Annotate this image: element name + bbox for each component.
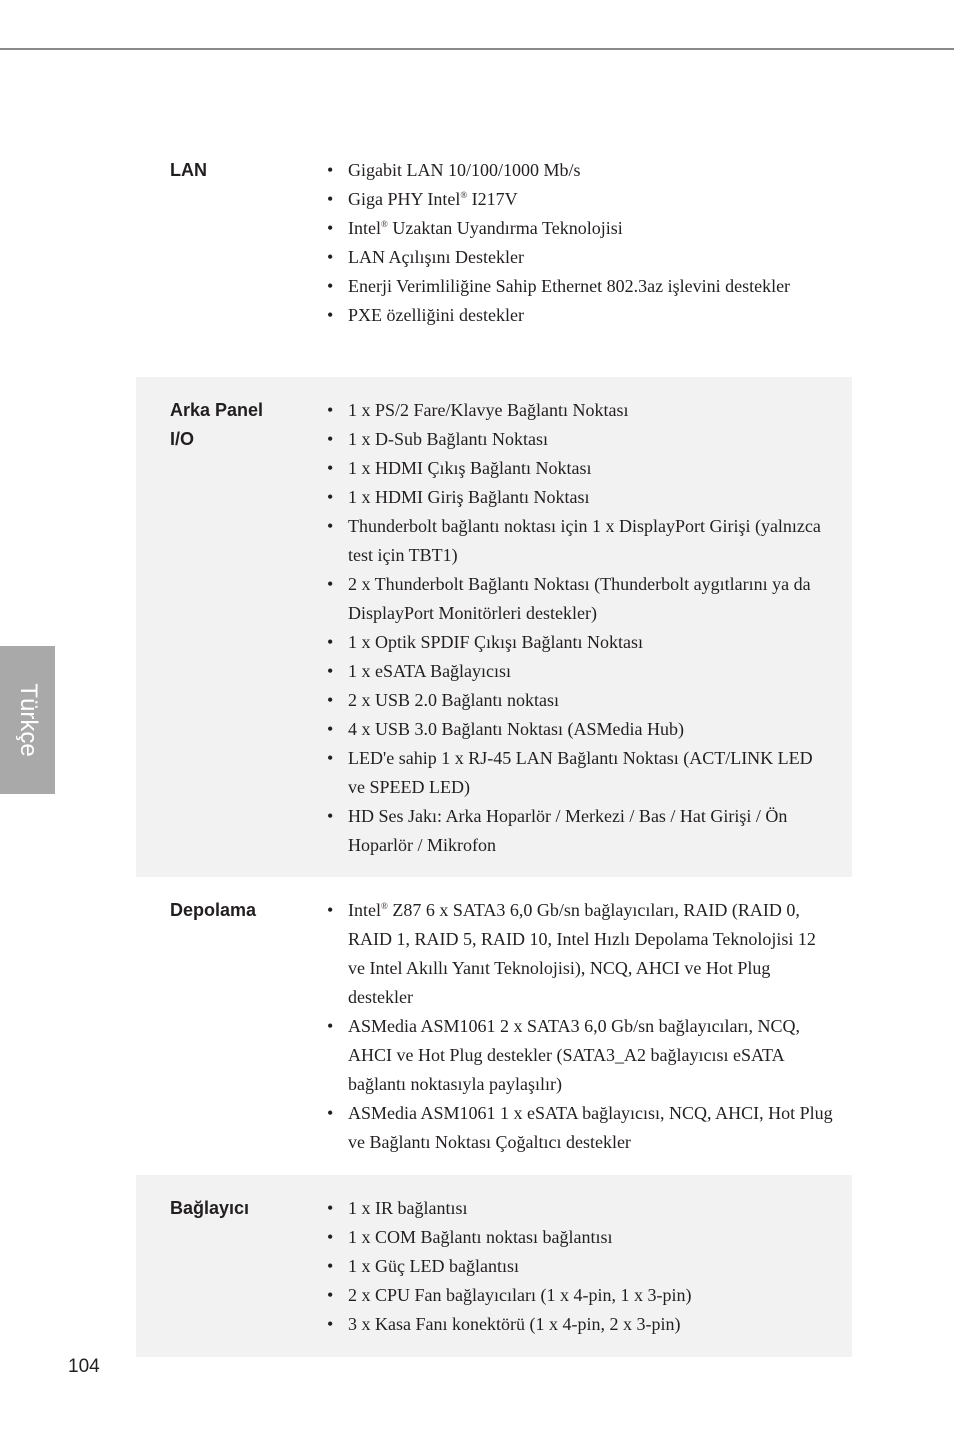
list-item: • 1 x Güç LED bağlantısı xyxy=(348,1252,833,1281)
list-item: • Intel® Uzaktan Uyandırma Teknolojisi xyxy=(348,214,833,243)
list-item: • Gigabit LAN 10/100/1000 Mb/s xyxy=(348,156,833,185)
list-item: • ASMedia ASM1061 1 x eSATA bağlayıcısı, NCQ, AHCI, Hot Plug ve Bağlantı Noktası Çoğaltıcı destekler xyxy=(348,1099,833,1157)
section-label-connectors: Bağlayıcı xyxy=(170,1198,250,1218)
section-rear-panel-io xyxy=(136,377,852,877)
list-item: • Enerji Verimliliğine Sahip Ethernet 802.3az işlevini destekler xyxy=(348,272,833,301)
language-tab-label: Türkçe xyxy=(14,683,42,757)
list-item: • ASMedia ASM1061 2 x SATA3 6,0 Gb/sn bağlayıcıları, NCQ, AHCI ve Hot Plug destekler (SATA3_A2 bağlayıcısı eSATA bağlantı noktasıyla paylaşılır) xyxy=(348,1012,833,1099)
list-item: • 1 x Optik SPDIF Çıkışı Bağlantı Noktası xyxy=(348,628,833,657)
connector-spec-list xyxy=(348,1194,833,1339)
section-lan xyxy=(136,140,852,377)
list-item: • 1 x HDMI Giriş Bağlantı Noktası xyxy=(348,483,833,512)
lan-spec-list xyxy=(348,156,833,330)
list-item: • LED'e sahip 1 x RJ-45 LAN Bağlantı Noktası (ACT/LINK LED ve SPEED LED) xyxy=(348,744,833,802)
list-item: • 2 x USB 2.0 Bağlantı noktası xyxy=(348,686,833,715)
section-connectors xyxy=(136,1175,852,1357)
list-item: • LAN Açılışını Destekler xyxy=(348,243,833,272)
section-label-storage: Depolama xyxy=(170,900,257,920)
rear-panel-spec-list xyxy=(348,396,833,860)
list-item: • 2 x Thunderbolt Bağlantı Noktası (Thunderbolt aygıtlarını ya da DisplayPort Monitörleri destekler) xyxy=(348,570,833,628)
language-side-tab xyxy=(0,646,55,794)
list-item: • 1 x eSATA Bağlayıcısı xyxy=(348,657,833,686)
list-item: • Intel® Z87 6 x SATA3 6,0 Gb/sn bağlayıcıları, RAID (RAID 0, RAID 1, RAID 5, RAID 10, Intel Hızlı Depolama Teknolojisi 12 ve Intel Akıllı Yanıt Teknolojisi), NCQ, AHCI ve Hot Plug destekler xyxy=(348,896,833,1012)
storage-spec-list xyxy=(348,896,833,1157)
list-item: • 1 x PS/2 Fare/Klavye Bağlantı Noktası xyxy=(348,396,833,425)
list-item: • 1 x IR bağlantısı xyxy=(348,1194,833,1223)
list-item: • 1 x HDMI Çıkış Bağlantı Noktası xyxy=(348,454,833,483)
list-item: • Giga PHY Intel® I217V xyxy=(348,185,833,214)
list-item: • 1 x D-Sub Bağlantı Noktası xyxy=(348,425,833,454)
section-label-lan: LAN xyxy=(170,160,207,180)
page-number: 104 xyxy=(68,1356,100,1377)
list-item: • 4 x USB 3.0 Bağlantı Noktası (ASMedia Hub) xyxy=(348,715,833,744)
section-storage xyxy=(136,877,852,1175)
list-item: • PXE özelliğini destekler xyxy=(348,301,833,330)
section-label-rear-panel-io: Arka Panel I/O xyxy=(170,400,264,449)
list-item: • HD Ses Jakı: Arka Hoparlör / Merkezi / Bas / Hat Girişi / Ön Hoparlör / Mikrofon xyxy=(348,802,833,860)
list-item: • 2 x CPU Fan bağlayıcıları (1 x 4-pin, 1 x 3-pin) xyxy=(348,1281,833,1310)
list-item: • 1 x COM Bağlantı noktası bağlantısı xyxy=(348,1223,833,1252)
list-item: • 3 x Kasa Fanı konektörü (1 x 4-pin, 2 x 3-pin) xyxy=(348,1310,833,1339)
top-rule xyxy=(0,48,954,50)
list-item: • Thunderbolt bağlantı noktası için 1 x DisplayPort Girişi (yalnızca test için TBT1) xyxy=(348,512,833,570)
